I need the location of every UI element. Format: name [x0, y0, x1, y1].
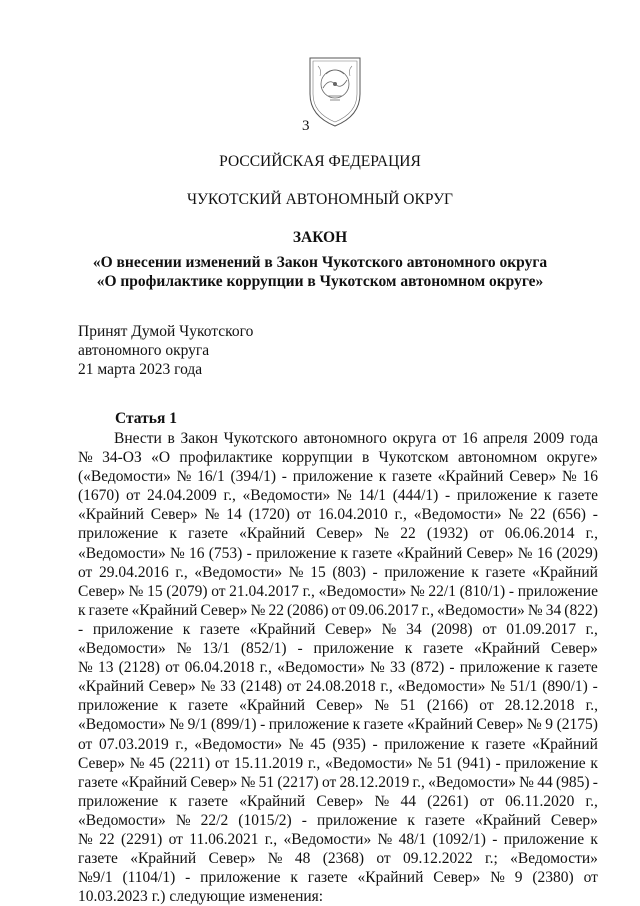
article-line: №9/1 (1104/1) - приложение к газете «Крайний Север» № 9 (2380) от: [78, 869, 598, 887]
article-line: от 07.03.2019 г., «Ведомости» № 45 (935) - приложение к газете «Крайний: [78, 735, 598, 753]
page-number: 3: [302, 118, 310, 134]
article-line: Север» № 15 (2079) от 21.04.2017 г., «Ведомости» № 22/1 (810/1) - приложение: [78, 582, 598, 600]
article-line: (1670) от 24.04.2009 г., «Ведомости» № 14/1 (444/1) - приложение к газете: [78, 487, 598, 505]
law-title-line-1: «О внесении изменений в Закон Чукотского автономного округа: [92, 254, 548, 271]
article-line: газете «Крайний Север» № 51 (2217) от 28.12.2019 г., «Ведомости» № 44 (985) -: [78, 773, 598, 791]
article-line: № 34-ОЗ «О профилактике коррупции в Чукотском автономном округе»: [78, 449, 598, 467]
article-line: «Ведомости» № 13/1 (852/1) - приложение к газете «Крайний Север»: [78, 640, 598, 658]
article-line: приложение к газете «Крайний Север» № 44 (2261) от 06.11.2020 г.,: [78, 792, 598, 810]
country-heading: РОССИЙСКАЯ ФЕДЕРАЦИЯ: [219, 153, 421, 170]
adoption-date: 21 марта 2023 года: [78, 361, 203, 378]
article-line: - приложение к газете «Крайний Север» № 34 (2098) от 01.09.2017 г.,: [78, 620, 598, 638]
article-line: «Ведомости» № 22/2 (1015/2) - приложение к газете «Крайний Север»: [78, 811, 598, 829]
article-line: «Ведомости» № 9/1 (899/1) - приложение к газете «Крайний Север» № 9 (2175): [78, 716, 598, 734]
article-line: от 29.04.2016 г., «Ведомости» № 15 (803) - приложение к газете «Крайний: [78, 563, 598, 581]
article-line: «Крайний Север» № 14 (1720) от 16.04.2010 г., «Ведомости» № 22 (656) -: [78, 506, 598, 524]
article-line: приложение к газете «Крайний Север» № 22 (1932) от 06.06.2014 г.,: [78, 525, 598, 543]
article-line: приложение к газете «Крайний Север» № 51 (2166) от 28.12.2018 г.,: [78, 697, 598, 715]
article-line: к газете «Крайний Север» № 22 (2086) от 09.06.2017 г., «Ведомости» № 34 (822): [78, 601, 598, 619]
article-title: Статья 1: [115, 410, 177, 427]
document-type-heading: ЗАКОН: [292, 229, 348, 246]
adoption-line-1: Принят Думой Чукотского: [78, 323, 254, 340]
article-line: Север» № 45 (2211) от 15.11.2019 г., «Ведомости» № 51 (941) - приложение к: [78, 754, 598, 772]
article-line: № 13 (2128) от 06.04.2018 г., «Ведомости» № 33 (872) - приложение к газете: [78, 659, 598, 677]
article-line: № 22 (2291) от 11.06.2021 г., «Ведомости» № 48/1 (1092/1) - приложение к: [78, 830, 598, 848]
adoption-line-2: автономного округа: [78, 342, 210, 359]
article-line: 10.03.2023 г.) следующие изменения:: [78, 888, 324, 906]
article-line: газете «Крайний Север» № 48 (2368) от 09.12.2022 г.; «Ведомости»: [78, 850, 598, 868]
article-line: («Ведомости» № 16/1 (394/1) - приложение к газете «Крайний Север» № 16: [78, 468, 598, 486]
article-body: [78, 429, 598, 906]
law-title-line-2: «О профилактике коррупции в Чукотском автономном округе»: [96, 273, 544, 290]
article-line: «Крайний Север» № 33 (2148) от 24.08.2018 г., «Ведомости» № 51/1 (890/1) -: [78, 678, 598, 696]
article-line: Внести в Закон Чукотского автономного округа от 16 апреля 2009 года: [114, 430, 598, 447]
region-heading: ЧУКОТСКИЙ АВТОНОМНЫЙ ОКРУГ: [186, 191, 454, 208]
adoption-block: [78, 322, 253, 379]
article-line: «Ведомости» № 16 (753) - приложение к газете «Крайний Север» № 16 (2029): [78, 544, 598, 562]
